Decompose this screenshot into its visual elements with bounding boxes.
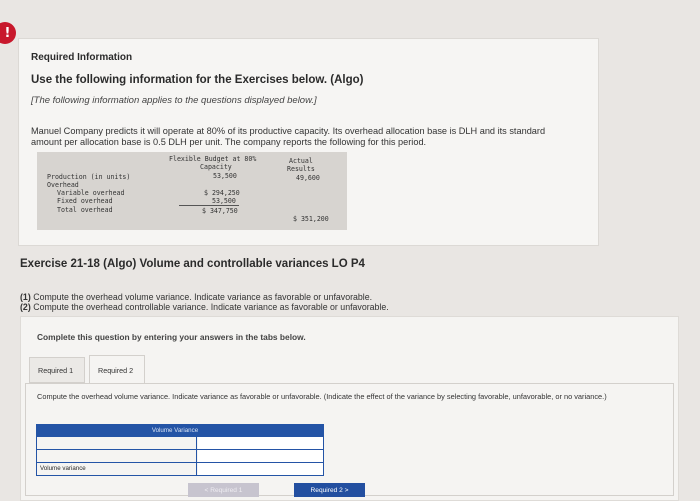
budget-column-header-capacity: Capacity [200, 163, 232, 171]
answer-grid [36, 424, 324, 476]
instruction-2: (2) Compute the overhead controllable variance. Indicate variance as favorable or unfavorable. [20, 302, 389, 312]
budget-total-overhead: $ 347,750 [202, 207, 238, 215]
volume-variance-label: Volume variance [37, 463, 197, 475]
answer-card [20, 316, 679, 501]
budget-fixed-overhead: 53,500 [212, 197, 236, 205]
actual-total-overhead: $ 351,200 [293, 215, 329, 223]
actual-column-header-results: Results [287, 165, 315, 173]
subtotal-rule [179, 205, 239, 206]
row-label-fixed-overhead: Fixed overhead [57, 197, 113, 205]
budget-variable-overhead: $ 294,250 [204, 189, 240, 197]
required-information-panel [18, 38, 599, 246]
alert-icon: ! [0, 22, 16, 44]
scenario-text: Manuel Company predicts it will operate at 80% of its productive capacity. Its overhead allocation base is DLH and its standard amount per allocation base is 0.5 DLH per unit. The company reports the following for this period. [31, 126, 546, 147]
volume-variance-input[interactable] [198, 463, 323, 475]
grid-header-volume-variance: Volume Variance [36, 424, 324, 437]
grid-row-label-blank [37, 437, 197, 449]
complete-note: Complete this question by entering your answers in the tabs below. [37, 332, 306, 342]
grid-row-label-blank-2 [37, 450, 197, 462]
tab-required-2[interactable]: Required 2 [89, 355, 145, 384]
exercise-title: Exercise 21-18 (Algo) Volume and controllable variances LO P4 [20, 258, 365, 270]
budget-production: 53,500 [213, 172, 237, 180]
question-prompt: Compute the overhead volume variance. Indicate variance as favorable or unfavorable. (Indicate the effect of the variance by selecting favorable, unfavorable, or no variance.) [37, 392, 607, 401]
row-label-variable-overhead: Variable overhead [57, 189, 125, 197]
actual-column-header: Actual [289, 157, 313, 165]
amount-input[interactable] [198, 437, 323, 449]
grid-row [36, 450, 324, 463]
applies-note: [The following information applies to the questions displayed below.] [31, 95, 317, 106]
use-information-heading: Use the following information for the Exercises below. (Algo) [31, 74, 364, 86]
previous-required-button[interactable]: < Required 1 [188, 483, 259, 497]
required-information-title: Required Information [31, 52, 133, 63]
budget-column-header: Flexible Budget at 80% [169, 155, 257, 163]
grid-row-volume-variance [36, 463, 324, 476]
row-label-total-overhead: Total overhead [57, 206, 113, 214]
row-label-production: Production (in units) [47, 173, 131, 181]
row-label-overhead: Overhead [47, 181, 79, 189]
instruction-1: (1) Compute the overhead volume variance. Indicate variance as favorable or unfavorable. [20, 292, 373, 302]
exercise-instructions [20, 292, 389, 312]
tab-required-1[interactable]: Required 1 [29, 357, 85, 383]
actual-production: 49,600 [296, 174, 320, 182]
next-required-button[interactable]: Required 2 > [294, 483, 365, 497]
tab-content [25, 383, 674, 496]
flexible-budget-table [37, 152, 347, 230]
amount-input-2[interactable] [198, 450, 323, 462]
grid-row [36, 437, 324, 450]
